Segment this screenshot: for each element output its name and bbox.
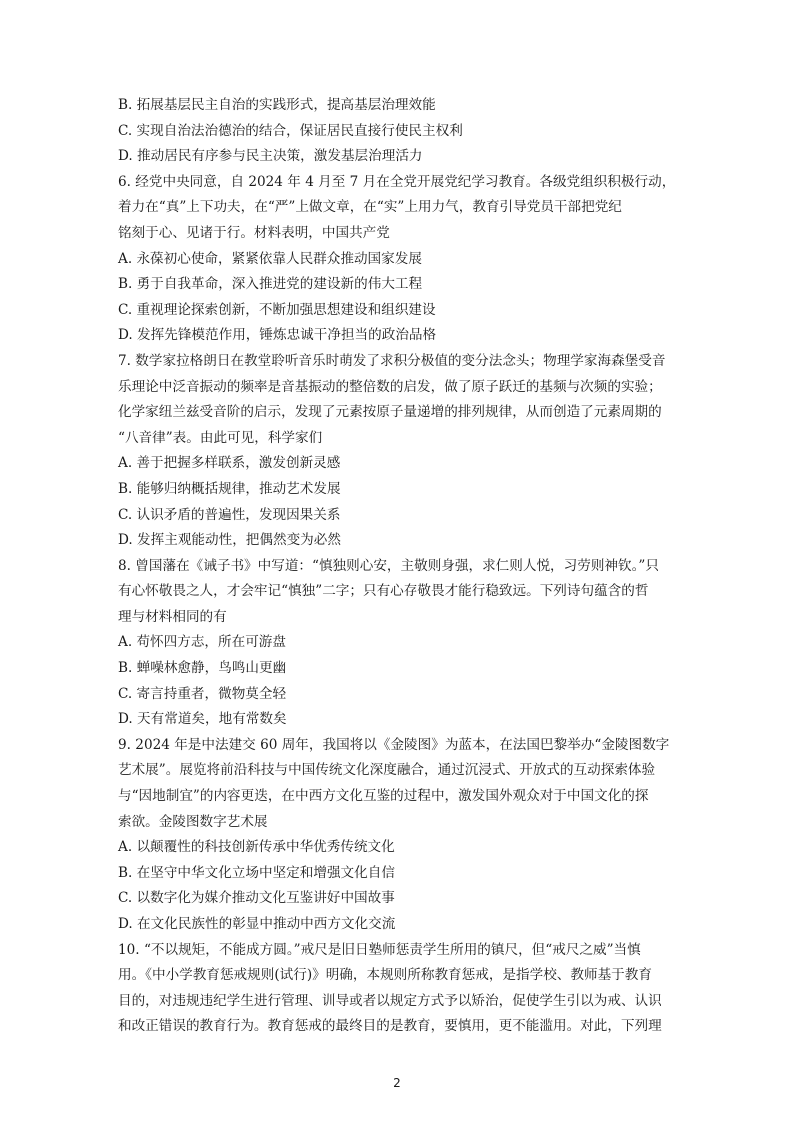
question-8-stem-line: 有心怀敬畏之人，才会牢记“慎独”二字；只有心存敬畏才能行稳致远。下列诗句蕴含的哲 — [118, 583, 649, 600]
question-10-stem-line: 目的，对违规违纪学生进行管理、训导或者以规定方式予以矫治，促使学生引以为戒、认识 — [118, 992, 662, 1009]
question-9-stem-line: 与“因地制宜”的内容更迭，在中西方文化互鉴的过程中，激发国外观众对于中国文化的探 — [118, 788, 649, 805]
exam-page-body — [118, 93, 684, 1040]
question-7-stem-line: 乐理论中泛音振动的频率是音基振动的整倍数的启发，做了原子跃迁的基频与次频的实验； — [118, 378, 662, 395]
option-6c: C. 重视理论探索创新，不断加强思想建设和组织建设 — [118, 301, 436, 318]
question-7-stem-line: 7. 数学家拉格朗日在教堂聆听音乐时萌发了求积分极值的变分法念头；物理学家海森堡受音 — [118, 352, 666, 369]
option-6b: B. 勇于自我革命，深入推进党的建设新的伟大工程 — [118, 276, 423, 293]
option-5c: C. 实现自治法治德治的结合，保证居民直接行使民主权利 — [118, 122, 463, 139]
option-7c: C. 认识矛盾的普遍性，发现因果关系 — [118, 506, 341, 523]
question-10 — [118, 938, 684, 1040]
question-6-stem-line: 6. 经党中央同意，自 2024 年 4 月至 7 月在全党开展党纪学习教育。各级党组织积极行动， — [118, 173, 676, 190]
option-7d: D. 发挥主观能动性，把偶然变为必然 — [118, 532, 341, 549]
question-10-stem-line: 和改正错误的教育行为。教育惩戒的最终目的是教育，要慎用，更不能滥用。对此，下列理 — [118, 1018, 662, 1035]
option-5d: D. 推动居民有序参与民主决策，激发基层治理活力 — [118, 148, 423, 165]
question-9 — [118, 733, 684, 938]
question-10-stem-line: 10. “不以规矩，不能成方圆。”戒尺是旧日塾师惩责学生所用的镇尺，但“戒尺之威”当慎 — [118, 941, 641, 958]
option-7a: A. 善于把握多样联系，激发创新灵感 — [118, 455, 341, 472]
option-9c: C. 以数字化为媒介推动文化互鉴讲好中国故事 — [118, 890, 395, 907]
question-6 — [118, 170, 684, 349]
option-5b: B. 拓展基层民主自治的实践形式，提高基层治理效能 — [118, 97, 436, 113]
question-9-stem-line: 艺术展”。展览将前沿科技与中国传统文化深度融合，通过沉浸式、开放式的互动探索体验 — [118, 762, 656, 779]
question-8-stem-line: 理与材料相同的有 — [118, 608, 227, 625]
option-9b: B. 在坚守中华文化立场中坚定和增强文化自信 — [118, 864, 395, 881]
option-6a: A. 永葆初心使命，紧紧依靠人民群众推动国家发展 — [118, 250, 422, 267]
question-9-stem-line: 9. 2024 年是中法建交 60 周年，我国将以《金陵图》为蓝本，在法国巴黎举办“金陵图数字 — [118, 736, 670, 753]
question-7-stem-line: “八音律”表。由此可见，科学家们 — [118, 429, 323, 446]
question-8 — [118, 554, 684, 733]
option-8d: D. 天有常道矣，地有常数矣 — [118, 711, 287, 728]
option-8b: B. 蝉噪林愈静，鸟鸣山更幽 — [118, 660, 287, 677]
option-6d: D. 发挥先锋模范作用，锤炼忠诚干净担当的政治品格 — [118, 327, 437, 344]
question-8-stem-line: 8. 曾国藩在《诫子书》中写道：“慎独则心安，主敬则身强，求仁则人悦，习劳则神钦。”只 — [118, 557, 659, 574]
option-9a: A. 以颠覆性的科技创新传承中华优秀传统文化 — [118, 839, 395, 856]
page-number: 2 — [393, 1076, 401, 1090]
question-10-stem-line: 用。《中小学教育惩戒规则(试行)》明确，本规则所称教育惩戒，是指学校、教师基于教育 — [118, 967, 652, 984]
question-7-stem-line: 化学家纽兰兹受音阶的启示，发现了元素按原子量递增的排列规律，从而创造了元素周期的 — [118, 404, 662, 421]
question-7 — [118, 349, 684, 554]
option-9d: D. 在文化民族性的彰显中推动中西方文化交流 — [118, 916, 396, 932]
question-6-stem-line: 铭刻于心、见诸于行。材料表明，中国共产党 — [118, 224, 390, 241]
question-5-options — [118, 93, 684, 170]
question-9-stem-line: 索欲。金陵图数字艺术展 — [118, 813, 268, 830]
question-6-stem-line: 着力在“真”上下功夫，在“严”上做文章，在“实”上用力气，教育引导党员干部把党纪 — [118, 199, 622, 216]
option-7b: B. 能够归纳概括规律，推动艺术发展 — [118, 480, 341, 497]
option-8a: A. 苟怀四方志，所在可游盘 — [118, 634, 286, 651]
option-8c: C. 寄言持重者，微物莫全轻 — [118, 685, 287, 702]
